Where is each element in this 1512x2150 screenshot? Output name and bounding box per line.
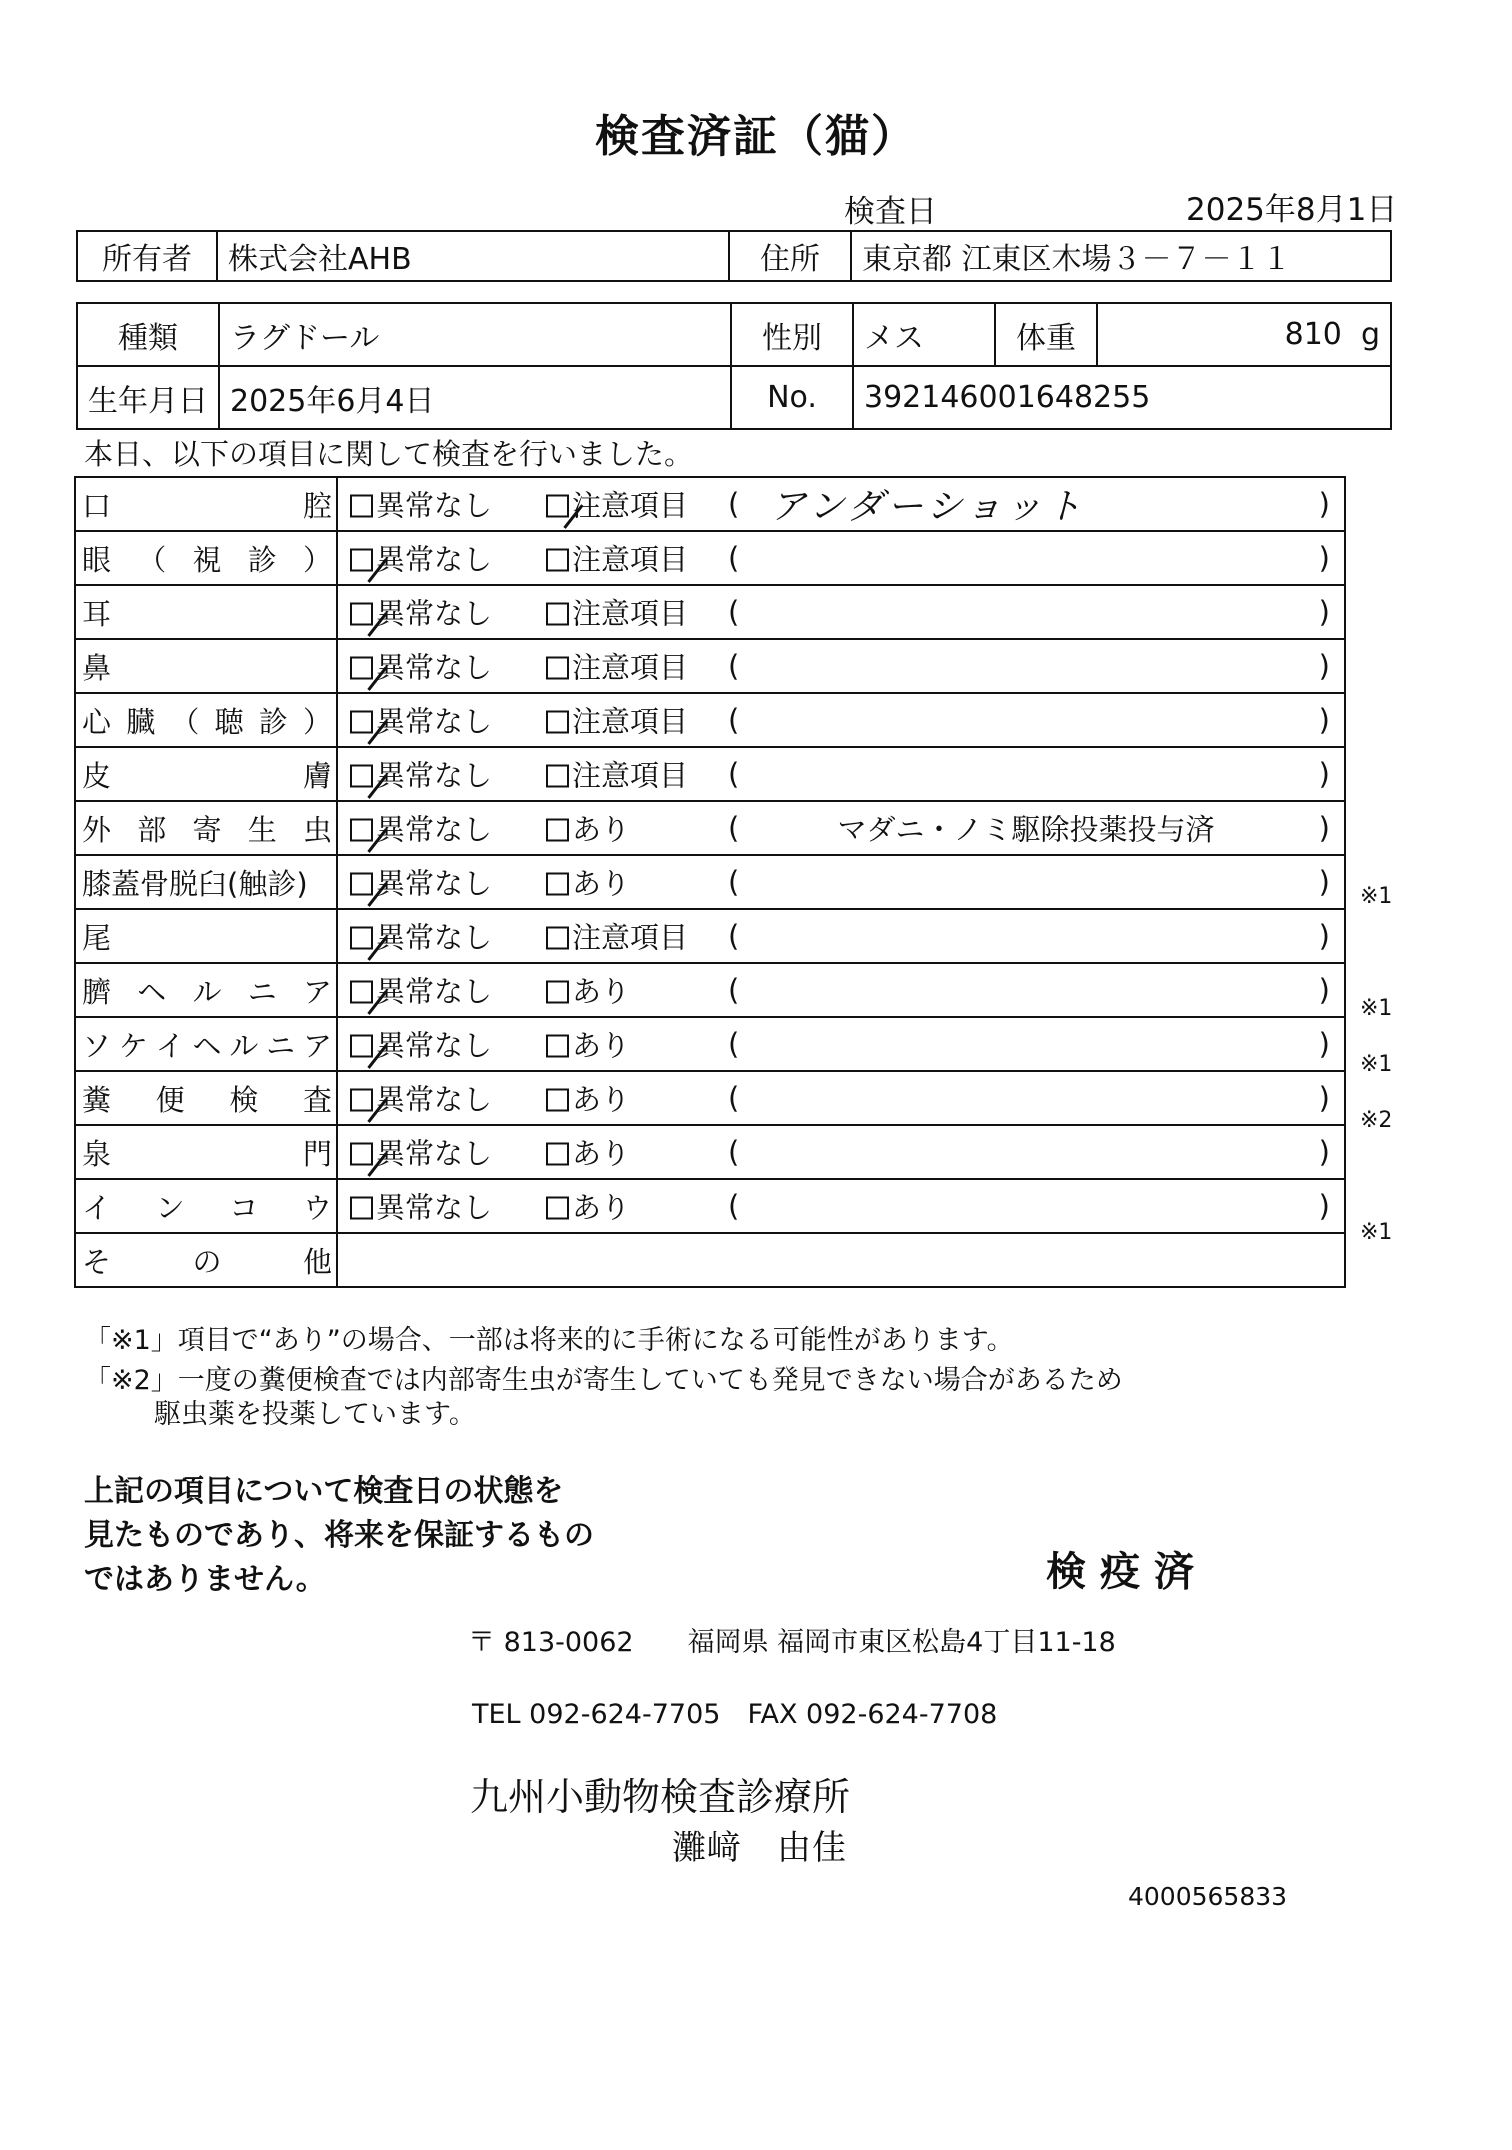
breed-value: ラグドール <box>219 303 731 366</box>
inspection-row <box>75 747 1345 801</box>
option-label: 異常なし <box>376 1136 493 1171</box>
item-name <box>75 477 337 531</box>
item-name <box>75 531 337 585</box>
checkbox-icon[interactable] <box>546 657 569 680</box>
checkbox-icon[interactable] <box>546 819 569 842</box>
item-name <box>75 1017 337 1071</box>
item-result <box>337 477 1345 531</box>
inspection-items-table <box>74 476 1346 1288</box>
inspection-row <box>75 801 1345 855</box>
option-attention[interactable] <box>546 1186 630 1227</box>
inspection-date-label: 検査日 <box>844 194 937 230</box>
item-name <box>75 693 337 747</box>
footnote-1: 「※1」項目で“あり”の場合、一部は将来的に手術になる可能性があります。 <box>84 1325 1014 1356</box>
option-label: 異常なし <box>376 1190 493 1225</box>
disclaimer-line-2: 見たものであり、将来を保証するもの <box>84 1518 594 1553</box>
item-note: マダニ・ノミ駆除投薬投与済 <box>837 812 1215 847</box>
item-result <box>337 855 1345 909</box>
left-paren: ( <box>728 703 740 737</box>
item-name-text: 糞 便 検 査 <box>82 1082 332 1117</box>
option-normal[interactable] <box>350 646 492 687</box>
item-name-text: 眼 （ 視 診 ） <box>82 542 332 577</box>
inspection-date-value: 2025年8月1日 <box>1186 192 1398 228</box>
item-name <box>75 801 337 855</box>
footnote-mark: ※1 <box>1360 996 1393 1021</box>
left-paren: ( <box>728 1081 740 1115</box>
option-normal[interactable] <box>350 1078 492 1119</box>
other-label <box>75 1233 337 1287</box>
checked-box-icon[interactable] <box>350 873 373 896</box>
option-attention[interactable] <box>546 1024 630 1065</box>
owner-table <box>76 230 1392 282</box>
option-label: 異常なし <box>376 1082 493 1117</box>
left-paren: ( <box>728 1027 740 1061</box>
left-paren: ( <box>728 919 740 953</box>
checked-box-icon[interactable] <box>350 819 373 842</box>
document-number: 4000565833 <box>1128 1882 1288 1911</box>
left-paren: ( <box>728 811 740 845</box>
item-name: 耳 <box>75 585 337 639</box>
checked-box-icon[interactable] <box>350 765 373 788</box>
breed-label: 種類 <box>77 303 219 366</box>
item-result <box>337 1017 1345 1071</box>
item-result <box>337 963 1345 1017</box>
item-name: 尾 <box>75 909 337 963</box>
inspection-row <box>75 1179 1345 1233</box>
item-result <box>337 1125 1345 1179</box>
inspection-row <box>75 855 1345 909</box>
item-name <box>75 1125 337 1179</box>
inspector-name: 灘﨑 由佳 <box>672 1828 847 1868</box>
right-paren: ) <box>1318 1081 1330 1115</box>
item-name-text: イ ン コ ウ <box>82 1190 332 1225</box>
option-label: 異常なし <box>376 596 493 631</box>
item-name <box>75 963 337 1017</box>
left-paren: ( <box>728 487 740 521</box>
option-normal[interactable] <box>350 862 492 903</box>
option-label: あり <box>572 866 631 901</box>
item-result <box>337 585 1345 639</box>
right-paren: ) <box>1318 811 1330 845</box>
inspection-row <box>75 585 1345 639</box>
weight-value: 810 <box>1284 317 1342 352</box>
no-value: 392146001648255 <box>853 366 1391 429</box>
clinic-name: 九州小動物検査診療所 <box>470 1775 851 1819</box>
checkbox-icon[interactable] <box>546 765 569 788</box>
checked-box-icon[interactable] <box>350 657 373 680</box>
left-paren: ( <box>728 595 740 629</box>
right-paren: ) <box>1318 1135 1330 1169</box>
footnote-mark: ※2 <box>1360 1108 1393 1133</box>
option-label: 異常なし <box>376 650 493 685</box>
weight-cell <box>1097 303 1391 366</box>
disclaimer-line-3: ではありません。 <box>84 1562 326 1597</box>
checked-box-icon[interactable] <box>350 927 373 950</box>
item-result <box>337 909 1345 963</box>
left-paren: ( <box>728 1189 740 1223</box>
option-attention[interactable] <box>546 754 688 795</box>
item-note: アンダーショット <box>770 486 1086 528</box>
checkbox-icon[interactable] <box>350 495 373 518</box>
option-label: 異常なし <box>376 758 493 793</box>
footnote-mark: ※1 <box>1360 1052 1393 1077</box>
checkbox-icon[interactable] <box>546 549 569 572</box>
checkbox-icon[interactable] <box>546 603 569 626</box>
inspection-row <box>75 531 1345 585</box>
option-attention[interactable] <box>546 592 688 633</box>
option-label: 異常なし <box>376 974 493 1009</box>
item-name: 鼻 <box>75 639 337 693</box>
item-name-text: 臍 ヘ ル ニ ア <box>82 974 332 1009</box>
option-attention[interactable] <box>546 484 688 525</box>
footnote-mark: ※1 <box>1360 884 1393 909</box>
item-name <box>75 1179 337 1233</box>
option-label: 異常なし <box>376 542 493 577</box>
option-label: 異常なし <box>376 1028 493 1063</box>
birth-value: 2025年6月4日 <box>219 366 731 429</box>
item-name-text: 外 部 寄 生 虫 <box>82 812 332 847</box>
option-label: 異常なし <box>376 704 493 739</box>
left-paren: ( <box>728 649 740 683</box>
checkbox-icon[interactable] <box>546 1197 569 1220</box>
option-attention[interactable] <box>546 808 630 849</box>
owner-value: 株式会社AHB <box>217 231 729 281</box>
option-label: あり <box>572 974 631 1009</box>
left-paren: ( <box>728 973 740 1007</box>
item-result <box>337 693 1345 747</box>
left-paren: ( <box>728 757 740 791</box>
quarantine-stamp: 検疫済 <box>1046 1549 1208 1595</box>
right-paren: ) <box>1318 487 1330 521</box>
checked-box-icon[interactable] <box>350 1035 373 1058</box>
checked-box-icon[interactable] <box>350 603 373 626</box>
checkbox-icon[interactable] <box>546 873 569 896</box>
option-label: 異常なし <box>376 812 493 847</box>
checkbox-icon[interactable] <box>546 1035 569 1058</box>
checked-box-icon[interactable] <box>350 549 373 572</box>
option-attention[interactable] <box>546 700 688 741</box>
option-label: 注意項目 <box>572 650 689 685</box>
option-label: 注意項目 <box>572 704 689 739</box>
item-name-text: 口 腔 <box>82 488 332 523</box>
right-paren: ) <box>1318 595 1330 629</box>
item-result <box>337 801 1345 855</box>
footnote-2: 「※2」一度の糞便検査では内部寄生虫が寄生していても発見できない場合があるため <box>84 1365 1123 1396</box>
option-normal[interactable] <box>350 970 492 1011</box>
right-paren: ) <box>1318 865 1330 899</box>
checkbox-icon[interactable] <box>546 981 569 1004</box>
item-name <box>75 747 337 801</box>
inspection-row <box>75 1071 1345 1125</box>
option-label: あり <box>572 1136 631 1171</box>
checkbox-icon[interactable] <box>546 711 569 734</box>
option-normal[interactable] <box>350 484 492 525</box>
item-name <box>75 1071 337 1125</box>
owner-label: 所有者 <box>77 231 217 281</box>
option-normal[interactable] <box>350 1024 492 1065</box>
clinic-address: 〒 813-0062 福岡県 福岡市東区松島4丁目11-18 <box>468 1627 1116 1658</box>
right-paren: ) <box>1318 541 1330 575</box>
item-result <box>337 1179 1345 1233</box>
option-normal[interactable] <box>350 1186 492 1227</box>
item-result <box>337 639 1345 693</box>
inspection-row <box>75 1125 1345 1179</box>
item-name-text: そ の 他 <box>82 1244 332 1279</box>
address-label: 住所 <box>729 231 851 281</box>
item-result <box>337 747 1345 801</box>
option-attention[interactable] <box>546 1132 630 1173</box>
birth-label: 生年月日 <box>77 366 219 429</box>
option-label: 注意項目 <box>572 596 689 631</box>
inspection-row <box>75 477 1345 531</box>
item-result <box>337 531 1345 585</box>
checked-box-icon[interactable] <box>350 1143 373 1166</box>
sex-label: 性別 <box>731 303 853 366</box>
checked-box-icon[interactable] <box>350 711 373 734</box>
other-value[interactable] <box>337 1233 1345 1287</box>
option-attention[interactable] <box>546 970 630 1011</box>
inspection-row <box>75 693 1345 747</box>
option-attention[interactable] <box>546 916 688 957</box>
option-attention[interactable] <box>546 646 688 687</box>
item-name-text: 泉 門 <box>82 1136 332 1171</box>
item-name-text: ソ ケ イ ヘ ル ニ ア <box>82 1028 332 1063</box>
inspection-row <box>75 909 1345 963</box>
option-attention[interactable] <box>546 1078 630 1119</box>
weight-label: 体重 <box>995 303 1097 366</box>
item-result <box>337 1071 1345 1125</box>
document-title: 検査済証（猫） <box>595 111 917 162</box>
checkbox-icon[interactable] <box>546 1143 569 1166</box>
item-name-text: 皮 膚 <box>82 758 332 793</box>
inspection-row <box>75 639 1345 693</box>
option-normal[interactable] <box>350 754 492 795</box>
option-attention[interactable] <box>546 862 630 903</box>
option-label: あり <box>572 1028 631 1063</box>
right-paren: ) <box>1318 1189 1330 1223</box>
footnote-mark: ※1 <box>1360 1220 1393 1245</box>
checked-box-icon[interactable] <box>350 981 373 1004</box>
footnote-2-cont: 駆虫薬を投薬しています。 <box>154 1399 476 1430</box>
option-label: あり <box>572 812 631 847</box>
right-paren: ) <box>1318 703 1330 737</box>
option-label: あり <box>572 1190 631 1225</box>
option-normal[interactable] <box>350 916 492 957</box>
option-label: 異常なし <box>376 920 493 955</box>
inspection-row <box>75 963 1345 1017</box>
option-normal[interactable] <box>350 700 492 741</box>
left-paren: ( <box>728 1135 740 1169</box>
checkbox-icon[interactable] <box>546 927 569 950</box>
other-row <box>75 1233 1345 1287</box>
disclaimer <box>84 1470 594 1602</box>
right-paren: ) <box>1318 1027 1330 1061</box>
option-label: 注意項目 <box>572 920 689 955</box>
left-paren: ( <box>728 541 740 575</box>
checkbox-icon[interactable] <box>350 1197 373 1220</box>
option-normal[interactable] <box>350 592 492 633</box>
option-normal[interactable] <box>350 538 492 579</box>
option-normal[interactable] <box>350 808 492 849</box>
sex-value: メス <box>853 303 995 366</box>
option-label: 注意項目 <box>572 488 689 523</box>
checkbox-icon[interactable] <box>546 1089 569 1112</box>
option-label: 異常なし <box>376 488 493 523</box>
checked-box-icon[interactable] <box>350 1089 373 1112</box>
left-paren: ( <box>728 865 740 899</box>
weight-unit: g <box>1360 317 1380 352</box>
inspection-row <box>75 1017 1345 1071</box>
option-label: 注意項目 <box>572 542 689 577</box>
option-label: あり <box>572 1082 631 1117</box>
right-paren: ) <box>1318 973 1330 1007</box>
address-value: 東京都 江東区木場３－７－１１ <box>851 231 1391 281</box>
animal-table <box>76 302 1392 430</box>
option-label: 注意項目 <box>572 758 689 793</box>
option-normal[interactable] <box>350 1132 492 1173</box>
option-attention[interactable] <box>546 538 688 579</box>
checked-box-icon[interactable] <box>546 495 569 518</box>
intro-text: 本日、以下の項目に関して検査を行いました。 <box>84 437 694 471</box>
option-label: 異常なし <box>376 866 493 901</box>
right-paren: ) <box>1318 649 1330 683</box>
no-label: No. <box>731 366 853 429</box>
right-paren: ) <box>1318 919 1330 953</box>
disclaimer-line-1: 上記の項目について検査日の状態を <box>84 1474 564 1509</box>
right-paren: ) <box>1318 757 1330 791</box>
clinic-phone-fax: TEL 092-624-7705 FAX 092-624-7708 <box>472 1699 998 1730</box>
item-name-text: 心 臓 （ 聴 診 ） <box>82 704 332 739</box>
item-name: 膝蓋骨脱臼(触診) <box>75 855 337 909</box>
